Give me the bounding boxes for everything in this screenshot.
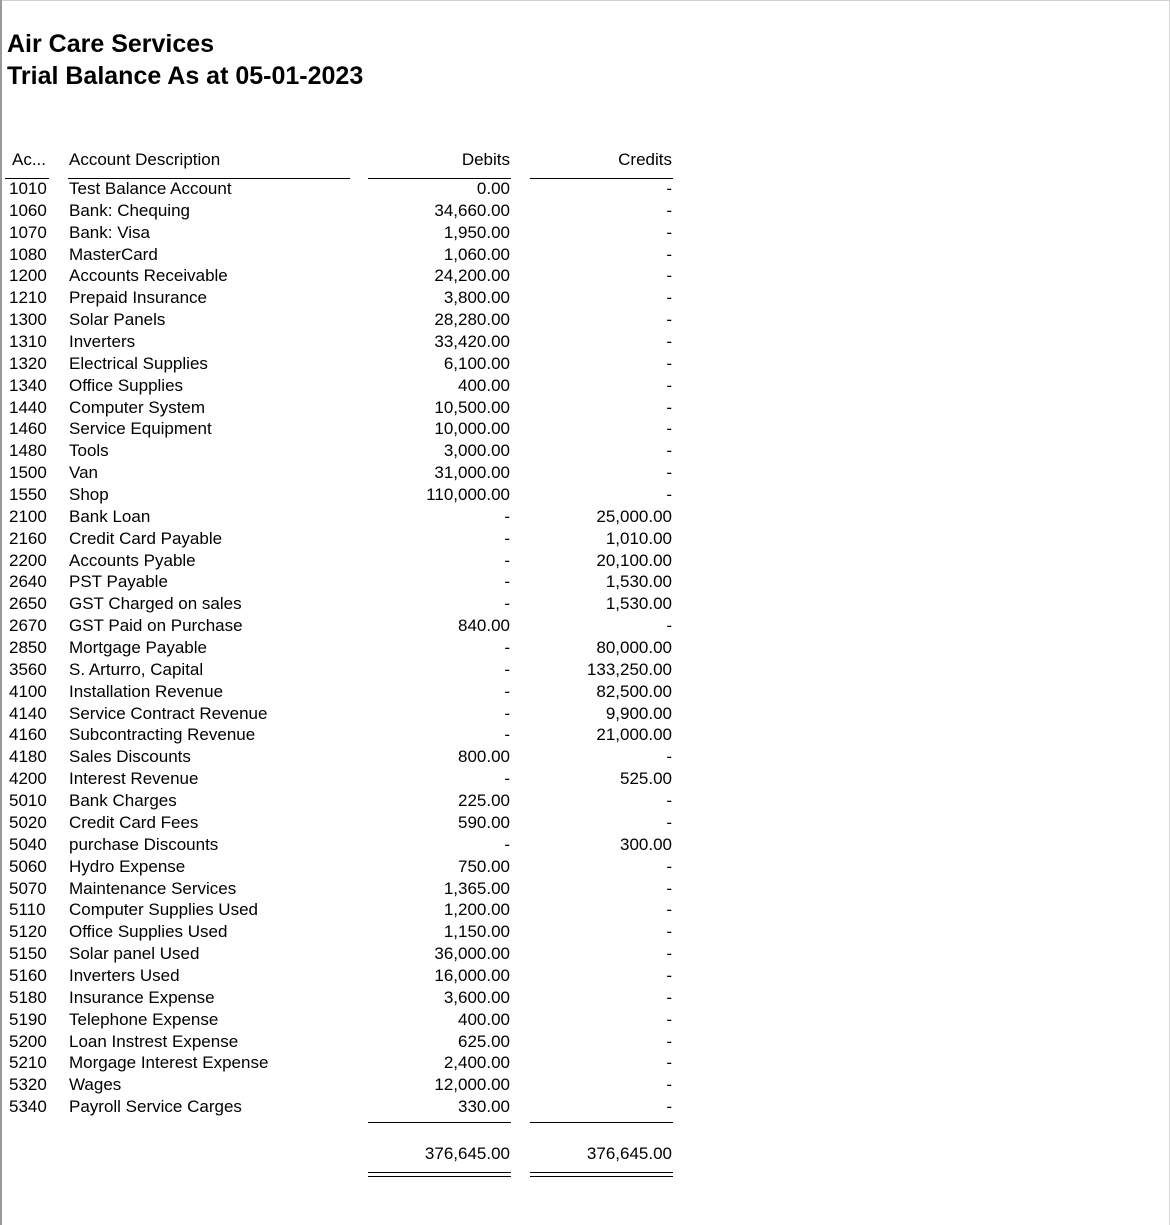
credit-amount: - — [666, 375, 672, 395]
credit-amount: - — [666, 463, 672, 483]
account-number: 1210 — [9, 288, 47, 308]
account-description: Computer Supplies Used — [69, 900, 258, 920]
column-header-account: Ac... — [12, 150, 47, 169]
account-number: 1080 — [9, 244, 47, 264]
credit-amount: - — [666, 179, 672, 198]
credit-amount: 300.00 — [620, 834, 672, 854]
account-description: Solar panel Used — [69, 944, 200, 964]
account-number: 1060 — [9, 200, 47, 220]
debit-amount: - — [504, 681, 510, 701]
account-description: Shop — [69, 485, 109, 505]
account-number: 4100 — [9, 681, 47, 701]
account-description: S. Arturro, Capital — [69, 659, 204, 679]
debit-amount: 1,365.00 — [443, 878, 510, 898]
account-description: Bank: Visa — [69, 222, 150, 242]
debit-amount: 400.00 — [458, 1009, 510, 1029]
account-number: 4140 — [9, 703, 47, 723]
account-description: Prepaid Insurance — [69, 288, 207, 308]
account-description: Tools — [69, 441, 109, 461]
debit-amount: 6,100.00 — [443, 353, 510, 373]
account-description: Inverters Used — [69, 965, 180, 985]
debit-amount: - — [504, 659, 510, 679]
credit-amount: - — [666, 310, 672, 330]
debit-amount: - — [504, 550, 510, 570]
account-number: 2670 — [9, 616, 47, 636]
account-description: Credit Card Payable — [69, 528, 223, 548]
total-double-rule-debits-1 — [368, 1172, 511, 1173]
account-description: Inverters — [69, 332, 136, 352]
account-number: 1310 — [9, 332, 47, 352]
account-description: Office Supplies — [69, 375, 184, 395]
debit-amount: 330.00 — [458, 1097, 510, 1117]
debit-amount: 31,000.00 — [434, 463, 510, 483]
subtotal-rule-debits — [368, 1122, 511, 1123]
account-description: Accounts Receivable — [69, 266, 228, 286]
credit-amount: - — [666, 1053, 672, 1073]
credit-amount: - — [666, 987, 672, 1007]
account-description: Bank: Chequing — [69, 200, 190, 220]
account-description: Loan Instrest Expense — [69, 1031, 239, 1051]
account-number: 5120 — [9, 922, 47, 942]
account-description: Subcontracting Revenue — [69, 725, 256, 745]
credit-amount: 25,000.00 — [596, 506, 672, 526]
debit-amount: 400.00 — [458, 375, 510, 395]
credit-amount: 9,900.00 — [605, 703, 672, 723]
credit-amount: - — [666, 266, 672, 286]
account-description: Van — [69, 463, 98, 483]
total-double-rule-credits-2 — [530, 1176, 673, 1177]
account-number: 3560 — [9, 659, 47, 679]
credit-amount: - — [666, 332, 672, 352]
debit-amount: 750.00 — [458, 856, 510, 876]
account-description: Bank Loan — [69, 506, 151, 526]
account-number: 5180 — [9, 987, 47, 1007]
account-description: Hydro Expense — [69, 856, 186, 876]
column-header-debits: Debits — [461, 150, 510, 169]
debit-amount: 110,000.00 — [426, 485, 510, 505]
debit-amount: - — [504, 834, 510, 854]
account-number: 2850 — [9, 638, 47, 658]
account-description: Wages — [69, 1075, 122, 1095]
subtotal-rule-credits — [530, 1122, 673, 1123]
account-number: 1320 — [9, 353, 47, 373]
account-description: Credit Card Fees — [69, 812, 199, 832]
company-name: Air Care Services — [7, 30, 215, 58]
credit-amount: 21,000.00 — [596, 725, 672, 745]
debit-amount: 840.00 — [458, 616, 510, 636]
account-description: Computer System — [69, 397, 206, 417]
debit-amount: 34,660.00 — [434, 200, 510, 220]
account-description: Morgage Interest Expense — [69, 1053, 269, 1073]
total-double-rule-debits-2 — [368, 1176, 511, 1177]
debit-amount: 36,000.00 — [434, 944, 510, 964]
account-number: 1200 — [9, 266, 47, 286]
account-description: Telephone Expense — [69, 1009, 219, 1029]
account-number: 5070 — [9, 878, 47, 898]
credit-amount: - — [666, 747, 672, 767]
debit-amount: 3,000.00 — [443, 441, 510, 461]
account-number: 5040 — [9, 834, 47, 854]
debit-amount: 625.00 — [458, 1031, 510, 1051]
credit-amount: - — [666, 441, 672, 461]
debit-amount: 1,200.00 — [443, 900, 510, 920]
account-number: 5200 — [9, 1031, 47, 1051]
credit-amount: - — [666, 1031, 672, 1051]
credit-amount: 1,530.00 — [605, 594, 672, 614]
account-number: 1010 — [9, 179, 47, 198]
account-description: Bank Charges — [69, 791, 177, 811]
account-description: Insurance Expense — [69, 987, 215, 1007]
account-description: Service Equipment — [69, 419, 212, 439]
credit-amount: - — [666, 353, 672, 373]
account-description: GST Charged on sales — [69, 594, 242, 614]
credit-amount: - — [666, 419, 672, 439]
credit-amount: - — [666, 200, 672, 220]
account-number: 1460 — [9, 419, 47, 439]
credit-amount: - — [666, 856, 672, 876]
debit-amount: - — [504, 725, 510, 745]
page-left-border — [0, 0, 2, 1225]
credit-amount: 82,500.00 — [596, 681, 672, 701]
account-number: 5060 — [9, 856, 47, 876]
credit-amount: 1,530.00 — [605, 572, 672, 592]
credit-amount: - — [666, 244, 672, 264]
debit-amount: 24,200.00 — [434, 266, 510, 286]
debit-amount: 800.00 — [458, 747, 510, 767]
account-description: Service Contract Revenue — [69, 703, 268, 723]
account-description: Accounts Pyable — [69, 550, 196, 570]
account-number: 1550 — [9, 485, 47, 505]
account-number: 5010 — [9, 791, 47, 811]
credit-amount: 1,010.00 — [605, 528, 672, 548]
credit-amount: - — [666, 1097, 672, 1117]
account-number: 4200 — [9, 769, 47, 789]
debit-amount: - — [504, 506, 510, 526]
account-number: 5110 — [9, 900, 46, 920]
account-number: 5210 — [9, 1053, 47, 1073]
debit-amount: 1,150.00 — [443, 922, 510, 942]
account-number: 5160 — [9, 965, 47, 985]
account-number: 5190 — [9, 1009, 47, 1029]
credit-amount: - — [666, 485, 672, 505]
account-number: 4180 — [9, 747, 47, 767]
account-description: PST Payable — [69, 572, 168, 592]
account-description: GST Paid on Purchase — [69, 616, 243, 636]
account-number: 5020 — [9, 812, 47, 832]
total-double-rule-credits-1 — [530, 1172, 673, 1173]
credit-amount: - — [666, 288, 672, 308]
total-debits: 376,645.00 — [424, 1144, 510, 1163]
debit-amount: 28,280.00 — [434, 310, 510, 330]
credit-amount: - — [666, 812, 672, 832]
credit-amount: - — [666, 900, 672, 920]
debit-amount: - — [504, 528, 510, 548]
account-number: 2100 — [9, 506, 47, 526]
account-number: 2640 — [9, 572, 47, 592]
credit-amount: 20,100.00 — [596, 550, 672, 570]
debit-amount: 3,600.00 — [443, 987, 510, 1007]
account-description: Test Balance Account — [69, 179, 232, 198]
account-number: 4160 — [9, 725, 47, 745]
debit-amount: - — [504, 703, 510, 723]
account-number: 1340 — [9, 375, 47, 395]
account-number: 1300 — [9, 310, 47, 330]
credit-amount: - — [666, 222, 672, 242]
account-description: purchase Discounts — [69, 834, 219, 854]
debit-amount: 1,950.00 — [443, 222, 510, 242]
account-number: 1440 — [9, 397, 47, 417]
account-number: 1480 — [9, 441, 47, 461]
account-number: 1070 — [9, 222, 47, 242]
account-description: Interest Revenue — [69, 769, 199, 789]
credit-amount: - — [666, 965, 672, 985]
account-description: Payroll Service Carges — [69, 1097, 242, 1117]
total-credits: 376,645.00 — [586, 1144, 672, 1163]
account-number: 5320 — [9, 1075, 47, 1095]
debit-amount: 12,000.00 — [434, 1075, 510, 1095]
credit-amount: 525.00 — [620, 769, 672, 789]
debit-amount: 3,800.00 — [443, 288, 510, 308]
account-description: Mortgage Payable — [69, 638, 207, 658]
page-top-border — [0, 0, 1170, 1]
account-description: Solar Panels — [69, 310, 166, 330]
account-number: 2200 — [9, 550, 47, 570]
account-description: Electrical Supplies — [69, 353, 208, 373]
account-number: 2650 — [9, 594, 47, 614]
debit-amount: 0.00 — [476, 179, 510, 198]
account-description: MasterCard — [69, 244, 158, 264]
debit-amount: - — [504, 594, 510, 614]
debit-amount: 10,000.00 — [434, 419, 510, 439]
account-number: 1500 — [9, 463, 47, 483]
column-header-description: Account Description — [69, 150, 221, 169]
credit-amount: - — [666, 944, 672, 964]
debit-amount: 33,420.00 — [434, 332, 510, 352]
debit-amount: 2,400.00 — [443, 1053, 510, 1073]
credit-amount: - — [666, 616, 672, 636]
account-number: 5340 — [9, 1097, 47, 1117]
debit-amount: - — [504, 769, 510, 789]
debit-amount: 590.00 — [458, 812, 510, 832]
debit-amount: 1,060.00 — [443, 244, 510, 264]
account-description: Sales Discounts — [69, 747, 191, 767]
credit-amount: - — [666, 397, 672, 417]
account-number: 2160 — [9, 528, 47, 548]
debit-amount: 16,000.00 — [434, 965, 510, 985]
credit-amount: - — [666, 1075, 672, 1095]
credit-amount: - — [666, 1009, 672, 1029]
debit-amount: 10,500.00 — [434, 397, 510, 417]
credit-amount: - — [666, 922, 672, 942]
column-header-credits: Credits — [618, 150, 672, 169]
account-description: Installation Revenue — [69, 681, 224, 701]
account-number: 5150 — [9, 944, 47, 964]
credit-amount: - — [666, 791, 672, 811]
account-description: Maintenance Services — [69, 878, 237, 898]
account-description: Office Supplies Used — [69, 922, 228, 942]
credit-amount: - — [666, 878, 672, 898]
credit-amount: 80,000.00 — [596, 638, 672, 658]
debit-amount: - — [504, 638, 510, 658]
report-title: Trial Balance As at 05-01-2023 — [7, 62, 364, 90]
debit-amount: 225.00 — [458, 791, 510, 811]
credit-amount: 133,250.00 — [586, 659, 672, 679]
debit-amount: - — [504, 572, 510, 592]
